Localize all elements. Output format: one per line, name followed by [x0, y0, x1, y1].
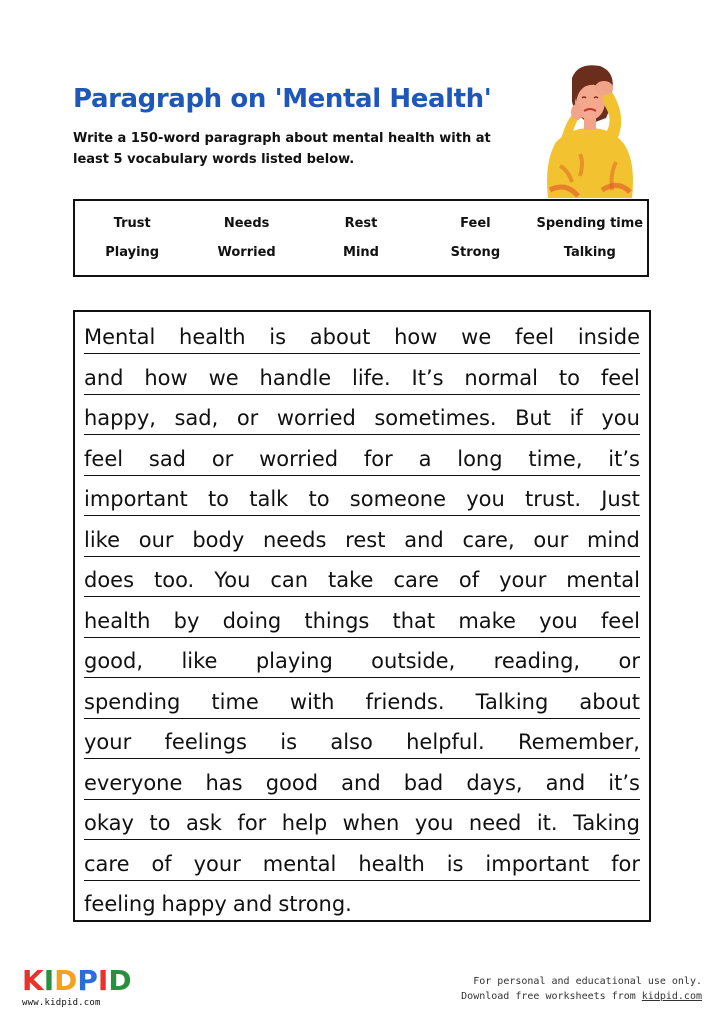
paragraph-line: like our body needs rest and care, our mind: [84, 517, 640, 557]
footer-line-2: [461, 989, 702, 1004]
footer-link[interactable]: kidpid.com: [641, 991, 702, 1002]
worksheet-title: Paragraph on 'Mental Health': [73, 84, 492, 114]
vocab-word: Worried: [217, 245, 276, 260]
vocab-word: Strong: [450, 245, 501, 260]
paragraph-line: and how we handle life. It’s normal to feel: [84, 355, 640, 395]
vocab-word: Needs: [223, 216, 270, 231]
paragraph-line: feeling happy and strong.: [84, 881, 640, 921]
paragraph-box: [73, 310, 651, 922]
vocab-word: Talking: [563, 245, 616, 260]
worksheet-instructions: Write a 150-word paragraph about mental health with at least 5 vocabulary words listed below.: [73, 131, 491, 167]
paragraph-line: spending time with friends. Talking about: [84, 679, 640, 719]
footer-prefix: Download free worksheets from: [461, 991, 642, 1002]
paragraph-line: feel sad or worried for a long time, it’s: [84, 436, 640, 476]
vocab-word: Playing: [105, 245, 160, 260]
paragraph-line: does too. You can take care of your mental: [84, 557, 640, 597]
paragraph-line: good, like playing outside, reading, or: [84, 638, 640, 678]
footer-note: [461, 974, 702, 1004]
paragraph-line: health by doing things that make you feel: [84, 598, 640, 638]
vocab-word: Feel: [460, 216, 491, 231]
paragraph-line: care of your mental health is important for: [84, 841, 640, 881]
paragraph-line: everyone has good and bad days, and it’s: [84, 760, 640, 800]
stressed-girl-illustration: [520, 58, 660, 198]
paragraph-line: happy, sad, or worried sometimes. But if you: [84, 395, 640, 435]
logo-url: www.kidpid.com: [22, 998, 101, 1008]
vocab-word: Mind: [343, 245, 379, 260]
paragraph-line: important to talk to someone you trust. Just: [84, 476, 640, 516]
paragraph-line: okay to ask for help when you need it. Taking: [84, 800, 640, 840]
vocab-word: Trust: [113, 216, 151, 231]
kidpid-logo: [22, 966, 132, 1008]
vocab-word: Spending time: [536, 216, 644, 231]
vocab-word: Rest: [344, 216, 378, 231]
logo-wordmark: KIDPID: [22, 964, 132, 997]
footer-line-1: For personal and educational use only.: [473, 976, 702, 987]
paragraph-line: Mental health is about how we feel inside: [84, 314, 640, 354]
vocabulary-box: [73, 199, 649, 277]
paragraph-line: your feelings is also helpful. Remember,: [84, 719, 640, 759]
